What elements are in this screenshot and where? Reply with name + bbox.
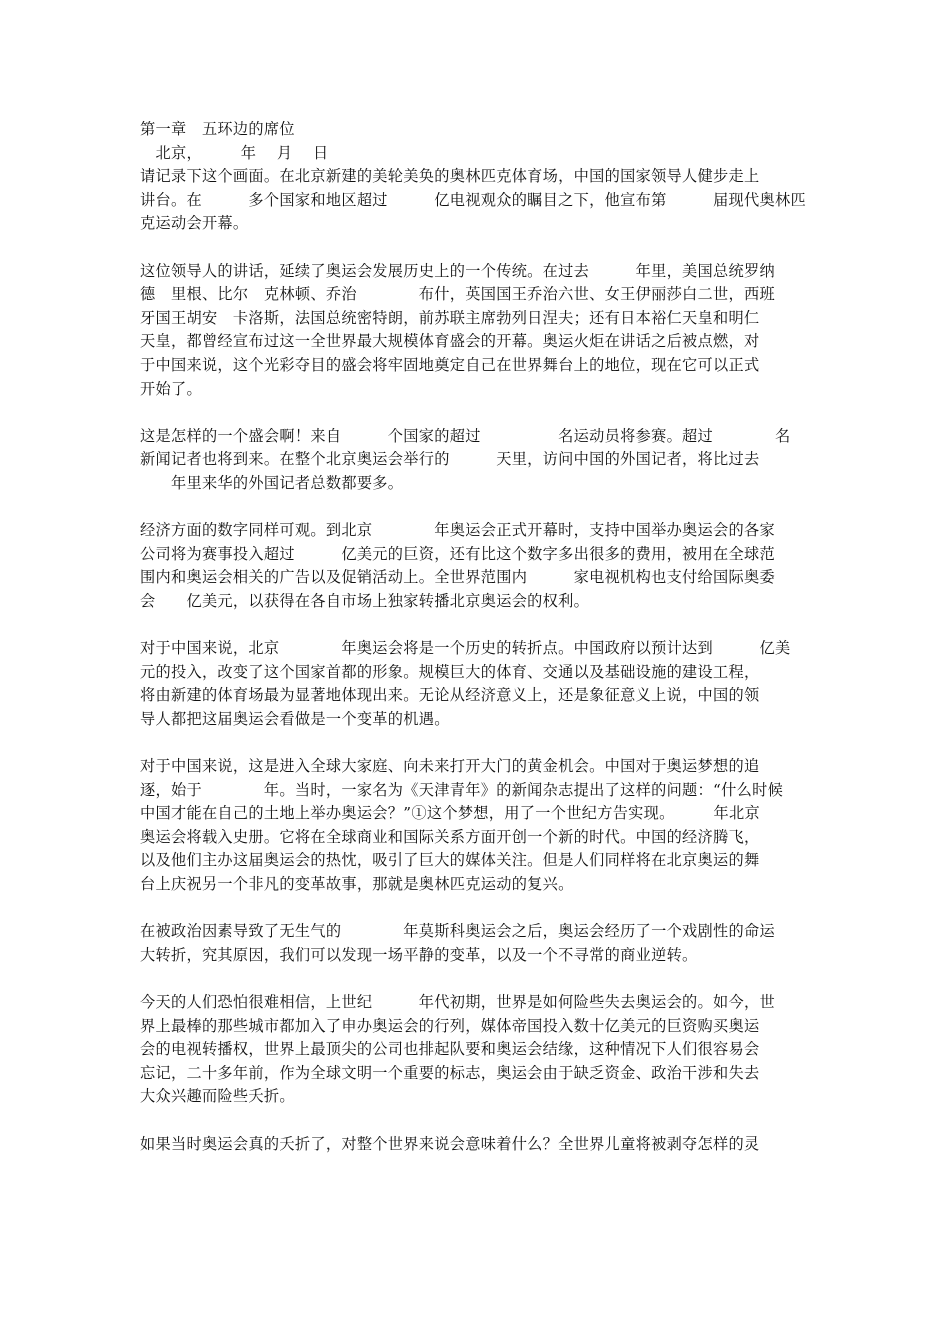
paragraph-line: 德 里根、比尔 克林顿、乔治 布什，英国国王乔治六世、女王伊丽莎白二世，西班 (140, 285, 775, 304)
paragraph (140, 1133, 812, 1157)
paragraph (140, 991, 812, 1109)
dateline: 北京， 年 月 日 (140, 143, 329, 162)
paragraph-line: 年里来华的外国记者总数都要多。 (140, 473, 404, 492)
paragraph-line: 开始了。 (140, 379, 202, 398)
paragraph (140, 165, 812, 236)
paragraph-line: 会 亿美元，以获得在各自市场上独家转播北京奥运会的权利。 (140, 591, 590, 610)
paragraph-line: 以及他们主办这届奥运会的热忱，吸引了巨大的媒体关注。但是人们同样将在北京奥运的舞 (140, 851, 760, 870)
paragraph-line: 请记录下这个画面。在北京新建的美轮美奂的奥林匹克体育场，中国的国家领导人健步走上 (140, 167, 760, 186)
paragraph-line: 对于中国来说，北京 年奥运会将是一个历史的转折点。中国政府以预计达到 亿美 (140, 639, 791, 658)
paragraph-line: 大转折，究其原因，我们可以发现一场平静的变革，以及一个不寻常的商业逆转。 (140, 945, 698, 964)
paragraph-line: 台上庆祝另一个非凡的变革故事，那就是奥林匹克运动的复兴。 (140, 875, 574, 893)
paragraph-line: 导人都把这届奥运会看做是一个变革的机遇。 (140, 709, 450, 728)
paragraph-line: 将由新建的体育场最为显著地体现出来。无论从经济意义上，还是象征意义上说，中国的领 (140, 686, 760, 705)
paragraph (140, 519, 812, 613)
paragraph-gap (140, 236, 812, 260)
paragraph-gap (140, 496, 812, 520)
chapter-title: 第一章 五环边的席位 (140, 120, 295, 138)
paragraph (140, 637, 812, 731)
paragraph-line: 元的投入，改变了这个国家首都的形象。规模巨大的体育、交通以及基础设施的建设工程， (140, 662, 760, 681)
paragraph-line: 经济方面的数字同样可观。到北京 年奥运会正式开幕时，支持中国举办奥运会的各家 (140, 521, 775, 540)
paragraph-line: 如果当时奥运会真的夭折了，对整个世界来说会意味着什么？全世界儿童将被剥夺怎样的灵 (140, 1134, 760, 1153)
paragraph-line: 新闻记者也将到来。在整个北京奥运会举行的 天里，访问中国的外国记者，将比过去 (140, 450, 760, 469)
paragraph-line: 公司将为赛事投入超过 亿美元的巨资，还有比这个数字多出很多的费用，被用在全球范 (140, 544, 775, 563)
paragraph-line: 克运动会开幕。 (140, 214, 249, 233)
paragraph-line: 奥运会将载入史册。它将在全球商业和国际关系方面开创一个新的时代。中国的经济腾飞， (140, 827, 760, 846)
document-body (140, 118, 812, 1156)
paragraph-line: 忘记，二十多年前，作为全球文明一个重要的标志，奥运会由于缺乏资金、政治干涉和失去 (140, 1063, 760, 1082)
paragraph-line: 围内和奥运会相关的广告以及促销活动上。全世界范围内 家电视机构也支付给国际奥委 (140, 568, 775, 587)
paragraph-line: 讲台。在 多个国家和地区超过 亿电视观众的瞩目之下，他宣布第 届现代奥林匹 (140, 190, 806, 209)
paragraph-line: 牙国王胡安 卡洛斯，法国总统密特朗，前苏联主席勃列日涅夫；还有日本裕仁天皇和明仁 (140, 308, 760, 327)
paragraph-line: 中国才能在自己的土地上举办奥运会？”①这个梦想，用了一个世纪方告实现。 年北京 (140, 804, 760, 823)
paragraph-gap (140, 731, 812, 755)
paragraph-line: 对于中国来说，这是进入全球大家庭、向未来打开大门的黄金机会。中国对于奥运梦想的追 (140, 757, 760, 776)
paragraph-line: 大众兴趣而险些夭折。 (140, 1087, 295, 1106)
paragraph-line: 这位领导人的讲话，延续了奥运会发展历史上的一个传统。在过去 年里，美国总统罗纳 (140, 261, 775, 280)
paragraph (140, 425, 812, 496)
paragraph-line: 这是怎样的一个盛会啊！来自 个国家的超过 名运动员将参赛。超过 名 (140, 426, 791, 445)
paragraph-line: 逐，始于 年。当时，一家名为《天津青年》的新闻杂志提出了这样的问题：“什么时候 (140, 780, 784, 799)
paragraph-gap (140, 613, 812, 637)
paragraph-line: 于中国来说，这个光彩夺目的盛会将牢固地奠定自己在世界舞台上的地位，现在它可以正式 (140, 355, 760, 374)
paragraph-line: 界上最棒的那些城市都加入了申办奥运会的行列，媒体帝国投入数十亿美元的巨资购买奥运 (140, 1016, 760, 1035)
paragraph-line: 会的电视转播权，世界上最顶尖的公司也排起队要和奥运会结缘，这种情况下人们很容易会 (140, 1040, 760, 1059)
paragraph (140, 260, 812, 402)
paragraph-line: 在被政治因素导致了无生气的 年莫斯科奥运会之后，奥运会经历了一个戏剧性的命运 (140, 922, 775, 941)
paragraph-list (140, 165, 812, 1156)
paragraph-gap (140, 1109, 812, 1133)
paragraph (140, 920, 812, 967)
paragraph-line: 今天的人们恐怕很难相信，上世纪 年代初期，世界是如何险些失去奥运会的。如今，世 (140, 992, 775, 1011)
paragraph-line: 天皇，都曾经宣布过这一全世界最大规模体育盛会的开幕。奥运火炬在讲话之后被点燃，对 (140, 332, 760, 351)
paragraph (140, 755, 812, 897)
paragraph-gap (140, 897, 812, 921)
paragraph-gap (140, 967, 812, 991)
paragraph-gap (140, 401, 812, 425)
